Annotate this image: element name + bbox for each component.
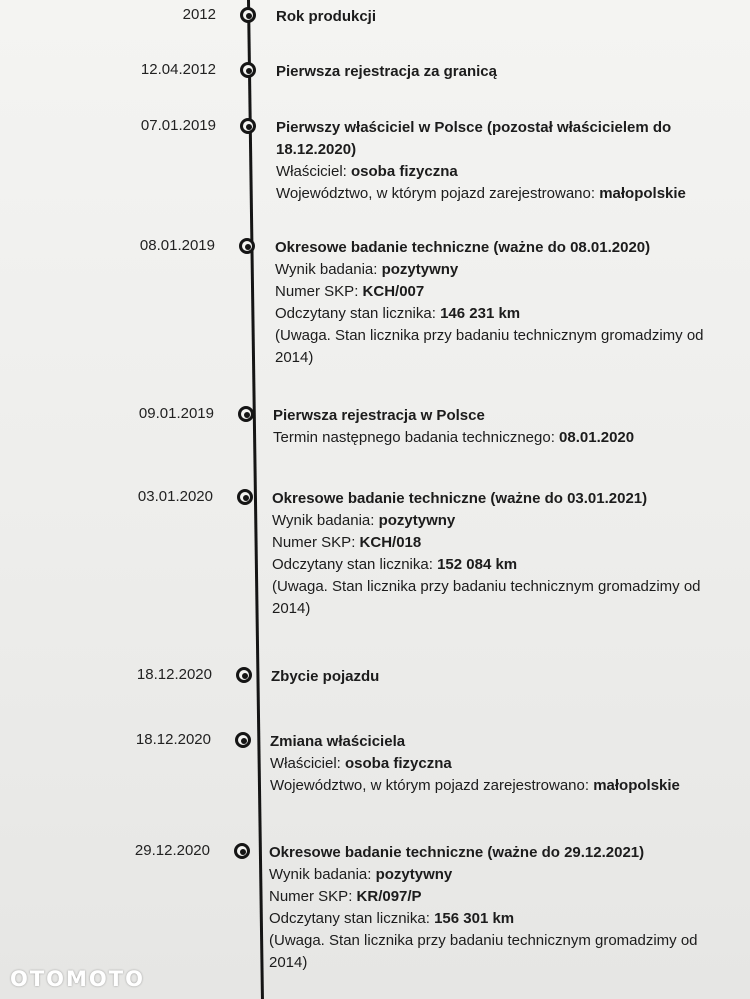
entry-date: 12.04.2012 — [140, 61, 216, 78]
entry-detail-line — [270, 753, 725, 775]
detail-label: Termin następnego badania technicznego: — [273, 429, 560, 446]
entry-title: Pierwsza rejestracja za granicą — [276, 63, 497, 80]
entry-detail-line — [270, 775, 725, 797]
entry-content — [273, 405, 728, 449]
timeline-dot-icon — [240, 118, 256, 134]
timeline-dot-icon — [235, 732, 251, 748]
entry-content — [276, 6, 731, 28]
detail-value: 156 301 km — [434, 910, 515, 927]
entry-title: Okresowe badanie techniczne (ważne do 03.01.2021) — [272, 490, 648, 507]
entry-date: 2012 — [182, 6, 216, 23]
entry-detail-line — [272, 510, 727, 532]
entry-date: 03.01.2020 — [137, 488, 213, 505]
detail-label: Wynik badania: — [269, 866, 376, 883]
entry-content — [276, 61, 731, 83]
entry-date: 29.12.2020 — [134, 842, 210, 859]
entry-title: Okresowe badanie techniczne (ważne do 29.12.2021) — [269, 844, 645, 861]
detail-label: Właściciel: — [276, 163, 352, 180]
entry-detail-line — [269, 886, 724, 908]
entry-date: 08.01.2019 — [139, 237, 215, 254]
entry-detail-line — [269, 908, 724, 930]
detail-label: Województwo, w którym pojazd zarejestrowano: — [276, 185, 600, 202]
timeline-dot-icon — [240, 62, 256, 78]
detail-label: Właściciel: — [270, 755, 346, 772]
detail-value: KR/097/P — [356, 888, 422, 905]
detail-label: (Uwaga. Stan licznika przy badaniu technicznym gromadzimy od 2014) — [272, 578, 701, 617]
timeline-dot-icon — [237, 489, 253, 505]
detail-value: KCH/018 — [359, 534, 422, 551]
entry-detail-line — [275, 281, 730, 303]
entry-detail-line — [272, 554, 727, 576]
entry-content — [275, 237, 730, 369]
entry-detail-line — [276, 161, 731, 183]
entry-content — [270, 731, 725, 797]
detail-value: 146 231 km — [440, 305, 521, 322]
entry-content — [276, 117, 731, 205]
timeline-dot-icon — [240, 7, 256, 23]
entry-title: Zmiana właściciela — [270, 733, 406, 750]
entry-detail-line — [275, 325, 730, 369]
timeline-dot-icon — [238, 406, 254, 422]
timeline-dot-icon — [234, 843, 250, 859]
detail-value: pozytywny — [378, 512, 456, 529]
detail-value: małopolskie — [599, 185, 686, 202]
detail-value: osoba fizyczna — [345, 755, 452, 772]
entry-detail-line — [269, 930, 724, 974]
entry-date: 07.01.2019 — [140, 117, 216, 134]
detail-label: Odczytany stan licznika: — [272, 556, 438, 573]
entry-date: 09.01.2019 — [138, 405, 214, 422]
entry-detail-line — [272, 532, 727, 554]
detail-label: Wynik badania: — [275, 261, 382, 278]
detail-value: 08.01.2020 — [559, 429, 635, 446]
detail-value: 152 084 km — [437, 556, 518, 573]
detail-label: (Uwaga. Stan licznika przy badaniu technicznym gromadzimy od 2014) — [275, 327, 704, 366]
entry-title: Okresowe badanie techniczne (ważne do 08.01.2020) — [275, 239, 651, 256]
otomoto-watermark: OTOMOTO — [10, 967, 145, 991]
entry-title: Pierwszy właściciel w Polsce (pozostał właścicielem do 18.12.2020) — [276, 119, 672, 158]
entry-content — [272, 488, 727, 620]
detail-label: Wynik badania: — [272, 512, 379, 529]
entry-detail-line — [275, 303, 730, 325]
detail-label: Województwo, w którym pojazd zarejestrowano: — [270, 777, 594, 794]
entry-date: 18.12.2020 — [136, 666, 212, 683]
entry-content — [269, 842, 724, 974]
entry-detail-line — [276, 183, 731, 205]
detail-label: Odczytany stan licznika: — [269, 910, 435, 927]
entry-date: 18.12.2020 — [135, 731, 211, 748]
entry-detail-line — [272, 576, 727, 620]
detail-value: osoba fizyczna — [351, 163, 458, 180]
detail-label: Numer SKP: — [272, 534, 360, 551]
entry-title: Pierwsza rejestracja w Polsce — [273, 407, 485, 424]
entry-content — [271, 666, 726, 688]
detail-label: Numer SKP: — [269, 888, 357, 905]
entry-title: Rok produkcji — [276, 8, 377, 25]
detail-value: pozytywny — [381, 261, 459, 278]
timeline-dot-icon — [236, 667, 252, 683]
detail-label: (Uwaga. Stan licznika przy badaniu technicznym gromadzimy od 2014) — [269, 932, 698, 971]
entry-title: Zbycie pojazdu — [271, 668, 380, 685]
detail-label: Numer SKP: — [275, 283, 363, 300]
detail-value: małopolskie — [593, 777, 680, 794]
entry-detail-line — [275, 259, 730, 281]
detail-label: Odczytany stan licznika: — [275, 305, 441, 322]
detail-value: pozytywny — [375, 866, 453, 883]
timeline-dot-icon — [239, 238, 255, 254]
entry-detail-line — [273, 427, 728, 449]
detail-value: KCH/007 — [362, 283, 425, 300]
entry-detail-line — [269, 864, 724, 886]
